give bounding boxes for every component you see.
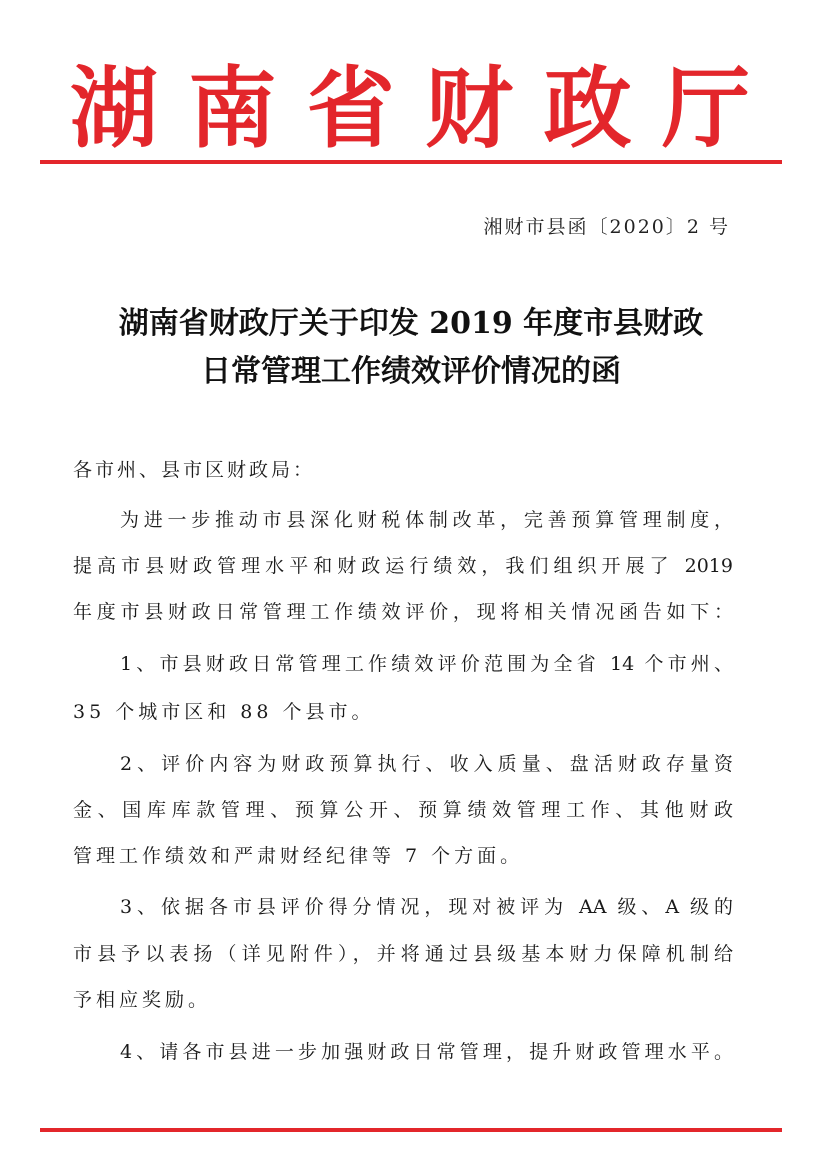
body-line: 金、国库库款管理、预算公开、预算绩效管理工作、其他财政 [73, 799, 733, 821]
body-line: 予相应奖励。 [73, 989, 212, 1011]
footer-divider [40, 1128, 782, 1132]
body-line: 4、请各市县进一步加强财政日常管理，提升财政管理水平。 [120, 1041, 733, 1063]
letterhead-char: 湖 [70, 56, 159, 160]
body-line: 为进一步推动市县深化财税体制改革，完善预算管理制度， [120, 509, 733, 531]
letterhead-char: 厅 [661, 56, 750, 160]
body-line: 提高市县财政管理水平和财政运行绩效，我们组织开展了 2019 [73, 555, 733, 577]
document-title-line-1: 湖南省财政厅关于印发 2019 年度市县财政 [118, 306, 704, 341]
body-line: 2、评价内容为财政预算执行、收入质量、盘活财政存量资 [120, 753, 733, 775]
body-line: 市县予以表扬（详见附件），并将通过县级基本财力保障机制给 [73, 943, 733, 965]
letterhead-char: 省 [306, 56, 395, 160]
letterhead-title [40, 58, 780, 158]
body-line: 管理工作绩效和严肃财经纪律等 7 个方面。 [73, 845, 524, 867]
body-line: 年度市县财政日常管理工作绩效评价，现将相关情况函告如下： [73, 601, 733, 623]
document-title-line-2: 日常管理工作绩效评价情况的函 [201, 354, 621, 389]
document-number: 湘财市县函〔2020〕2 号 [483, 216, 730, 238]
letterhead-divider [40, 160, 782, 164]
letterhead-char: 南 [188, 56, 277, 160]
letterhead-char: 财 [425, 56, 514, 160]
letterhead-char: 政 [543, 56, 632, 160]
body-line: 3、依据各市县评价得分情况，现对被评为 AA 级、A 级的 [120, 896, 733, 918]
body-line: 35 个城市区和 88 个县市。 [73, 701, 375, 723]
salutation: 各市州、县市区财政局： [73, 459, 316, 481]
body-line: 1、市县财政日常管理工作绩效评价范围为全省 14 个市州、 [120, 653, 733, 675]
